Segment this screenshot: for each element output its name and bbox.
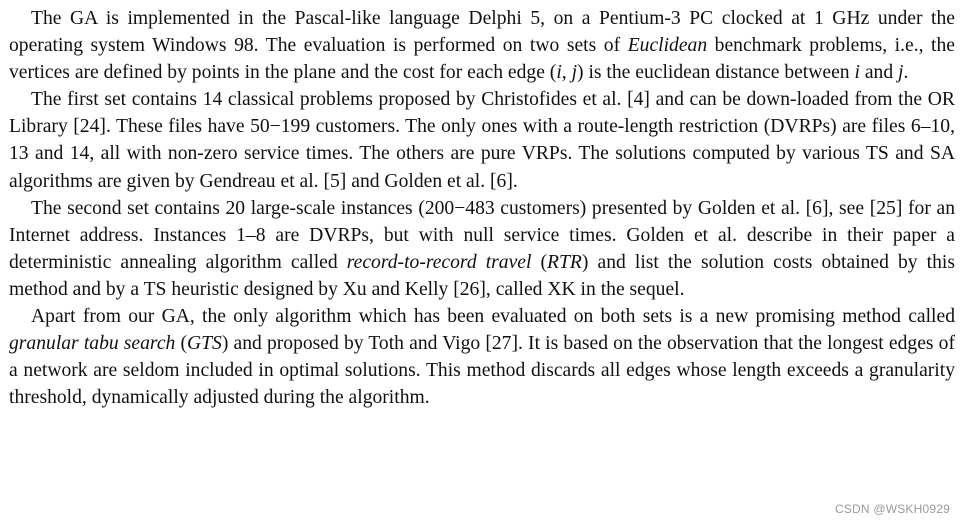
- text-run: and can be down-loaded from the OR Library: [9, 89, 955, 138]
- citation-link[interactable]: [4]: [627, 89, 650, 111]
- text-run: The GA is implemented in the Pascal-like language Delphi 5, on a Pentium-3 PC clocked at 1 GHz under the operating system Windows 98. The evaluation is performed on two sets of: [9, 8, 955, 57]
- text-run: . It is based on the observation that the longest edges of a network are seldom included in optimal solutions. This method discards all edges whose length exceeds a granularity threshold, dynamically adjusted during the algorithm.: [9, 333, 955, 409]
- text-run: The first set contains 14 classical problems proposed by Christofides et al.: [31, 89, 628, 111]
- text-run: Apart from our GA, the only algorithm which has been evaluated on both sets is a new promising method called: [31, 306, 955, 328]
- italic-term: granular tabu search: [9, 333, 176, 355]
- citation-link[interactable]: [26]: [453, 278, 486, 300]
- text-run: The second set contains 20 large-scale instances (200−483 customers) presented by Golden et al.: [31, 197, 806, 219]
- paragraph-2: [9, 86, 955, 194]
- text-run: , called XK in the sequel.: [485, 278, 685, 300]
- citation-link[interactable]: [25]: [869, 197, 903, 219]
- italic-term: Euclidean: [627, 35, 708, 57]
- text-run: (: [175, 333, 187, 355]
- italic-term: j: [898, 62, 904, 84]
- italic-term: i: [556, 62, 562, 84]
- citation-link[interactable]: [5]: [323, 170, 347, 192]
- text-run: , see: [828, 197, 870, 219]
- text-run: ,: [561, 62, 572, 84]
- italic-term: GTS: [187, 333, 222, 355]
- italic-term: j: [571, 62, 578, 84]
- text-run: for an Internet address. Instances 1–8 are DVRPs, but with null service times. Golden et al. describe in their paper a deterministic annealing algorithm called: [9, 197, 955, 273]
- watermark: CSDN @WSKH0929: [834, 502, 950, 516]
- italic-term: record-to-record travel: [346, 251, 532, 273]
- citation-link[interactable]: [6]: [805, 197, 829, 219]
- text-run: .: [903, 62, 909, 84]
- text-run: benchmark problems, i.e., the vertices are defined by points in the plane and the cost for each edge (: [9, 35, 955, 84]
- paper-body: [9, 5, 955, 411]
- text-run: ) is the euclidean distance between: [577, 62, 855, 84]
- citation-link[interactable]: [24]: [73, 116, 106, 138]
- text-run: .: [512, 170, 518, 192]
- italic-term: i: [854, 62, 860, 84]
- text-run: ) and list the solution costs obtained by this method and by a TS heuristic designed by Xu and Kelly: [9, 251, 955, 300]
- paragraph-3: [9, 195, 955, 303]
- paragraph-1: [9, 5, 955, 86]
- citation-link[interactable]: [6]: [490, 170, 513, 192]
- paragraph-4: [9, 303, 955, 411]
- citation-link[interactable]: [27]: [485, 333, 519, 355]
- text-run: . These files have 50−199 customers. The only ones with a route-length restriction (DVRPs) are files 6–10, 13 and 14, all with non-zero service times. The others are pure VRPs. The solutions computed by various TS and SA algorithms are given by Gendreau et al.: [9, 116, 955, 192]
- italic-term: RTR: [547, 251, 582, 273]
- text-run: and: [859, 62, 899, 84]
- text-run: (: [531, 251, 548, 273]
- text-run: ) and proposed by Toth and Vigo: [221, 333, 486, 355]
- text-run: and Golden et al.: [346, 170, 490, 192]
